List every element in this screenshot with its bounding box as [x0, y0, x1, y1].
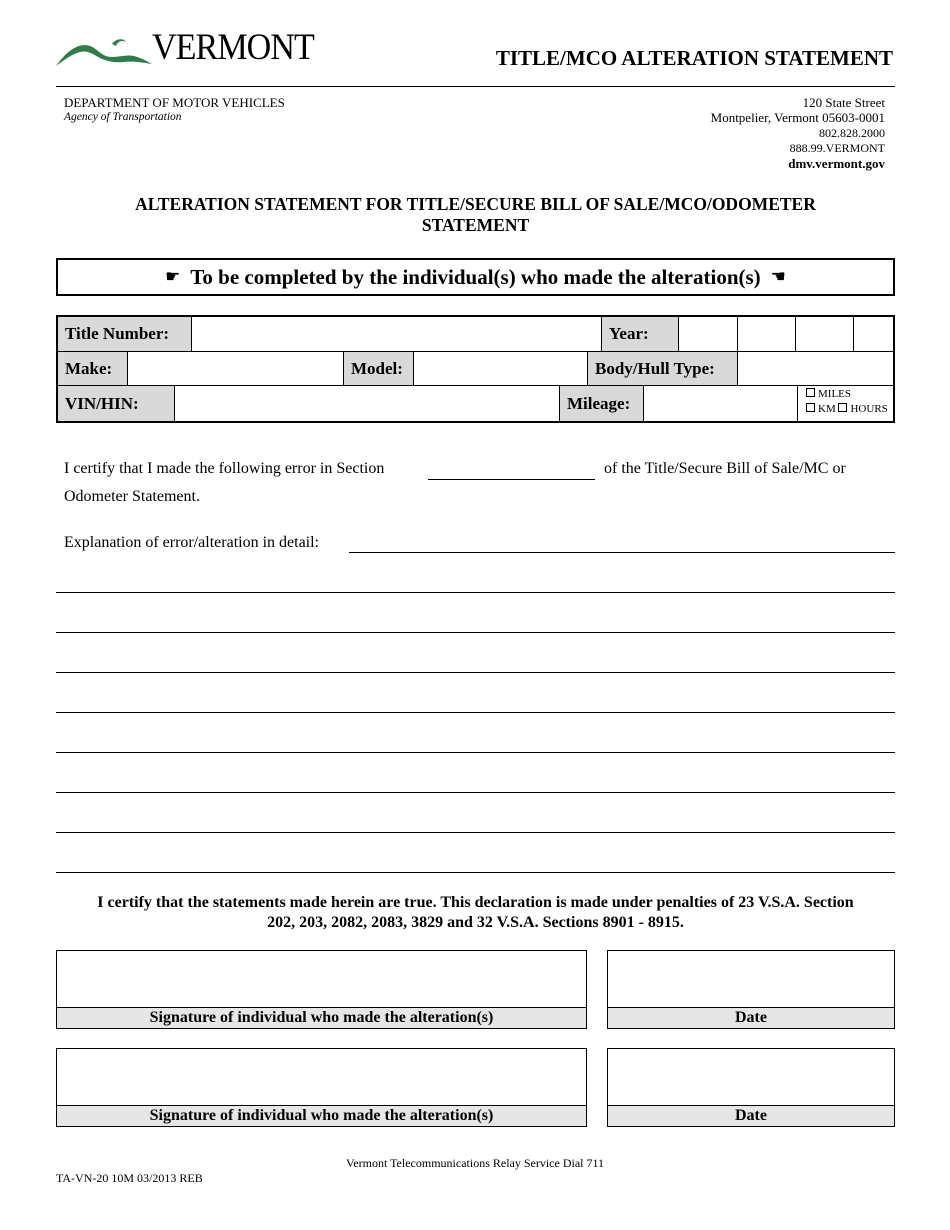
form-title: TITLE/MCO ALTERATION STATEMENT [495, 46, 893, 70]
main-title-line-1: ALTERATION STATEMENT FOR TITLE/SECURE BILL OF SALE/MCO/ODOMETER [135, 194, 816, 214]
explanation-line[interactable] [56, 752, 895, 753]
explanation-line[interactable] [56, 792, 895, 793]
year-digit-3-field[interactable] [796, 317, 854, 352]
explanation-line[interactable] [56, 592, 895, 593]
pointing-hand-left-icon: ☚ [770, 267, 786, 286]
address-city: Montpelier, Vermont 05603-0001 [710, 110, 885, 126]
hours-option-label: HOURS [850, 403, 888, 415]
section-number-field[interactable] [428, 479, 595, 480]
declaration-line-2: 202, 203, 2082, 2083, 3829 and 32 V.S.A. Sections 8901 - 8915. [267, 914, 684, 931]
relay-service-note: Vermont Telecommunications Relay Service Dial 711 [345, 1156, 605, 1170]
vin-hin-field[interactable] [175, 386, 560, 421]
department-name: DEPARTMENT OF MOTOR VEHICLES [64, 95, 285, 110]
form-number: TA-VN-20 10M 03/2013 REB [56, 1171, 203, 1185]
mileage-unit-options [798, 386, 893, 421]
mileage-field[interactable] [644, 386, 798, 421]
explanation-line[interactable] [56, 712, 895, 713]
explanation-line[interactable] [56, 632, 895, 633]
year-digit-2-field[interactable] [738, 317, 796, 352]
mountain-logo-icon [56, 34, 152, 70]
explanation-line[interactable] [56, 832, 895, 833]
explanation-field[interactable] [349, 552, 895, 553]
signature-caption: Signature of individual who made the alteration(s) [57, 1007, 586, 1028]
instruction-banner [56, 258, 895, 296]
date-box-1[interactable] [607, 950, 895, 1029]
vin-hin-label: VIN/HIN: [58, 386, 175, 421]
main-title-line-2: STATEMENT [421, 215, 530, 235]
km-option-label: KM [818, 403, 836, 415]
explanation-line[interactable] [56, 672, 895, 673]
certify-odometer-text: Odometer Statement. [64, 488, 200, 505]
certify-document-text: of the Title/Secure Bill of Sale/MC or [604, 460, 846, 477]
penalty-declaration [56, 893, 895, 933]
body-hull-type-field[interactable] [738, 352, 893, 386]
certify-error-text: I certify that I made the following error in Section [64, 460, 385, 477]
title-number-label: Title Number: [58, 317, 192, 352]
make-label: Make: [58, 352, 128, 386]
km-checkbox[interactable] [806, 403, 815, 412]
year-label: Year: [602, 317, 679, 352]
header-divider [56, 86, 895, 87]
model-field[interactable] [414, 352, 588, 386]
date-box-2[interactable] [607, 1048, 895, 1127]
model-label: Model: [344, 352, 414, 386]
toll-free-number: 888.99.VERMONT [789, 140, 885, 155]
title-number-field[interactable] [192, 317, 602, 352]
phone-number: 802.828.2000 [819, 125, 885, 140]
mileage-label: Mileage: [560, 386, 644, 421]
miles-checkbox[interactable] [806, 388, 815, 397]
logo-text: VERMONT [152, 27, 314, 68]
vermont-logo [56, 27, 318, 70]
miles-option-label: MILES [818, 388, 851, 400]
main-title [56, 194, 895, 236]
hours-checkbox[interactable] [838, 403, 847, 412]
explanation-label: Explanation of error/alteration in detail: [64, 534, 320, 551]
make-field[interactable] [128, 352, 344, 386]
website: dmv.vermont.gov [788, 156, 885, 172]
explanation-line[interactable] [56, 872, 895, 873]
signature-caption: Signature of individual who made the alteration(s) [57, 1105, 586, 1126]
banner-text: To be completed by the individual(s) who made the alteration(s) [190, 264, 761, 289]
vehicle-info-table [56, 315, 895, 423]
signature-box-2[interactable] [56, 1048, 587, 1127]
address-block [711, 95, 885, 171]
agency-name: Agency of Transportation [64, 111, 182, 123]
declaration-line-1: I certify that the statements made herein are true. This declaration is made under penalties of 23 V.S.A. Section [97, 894, 854, 911]
year-digit-4-field[interactable] [854, 317, 893, 352]
signature-box-1[interactable] [56, 950, 587, 1029]
year-digit-1-field[interactable] [679, 317, 738, 352]
address-street: 120 State Street [802, 95, 885, 110]
date-caption: Date [608, 1007, 894, 1028]
pointing-hand-right-icon: ☛ [165, 267, 181, 286]
date-caption: Date [608, 1105, 894, 1126]
body-hull-type-label: Body/Hull Type: [588, 352, 738, 386]
